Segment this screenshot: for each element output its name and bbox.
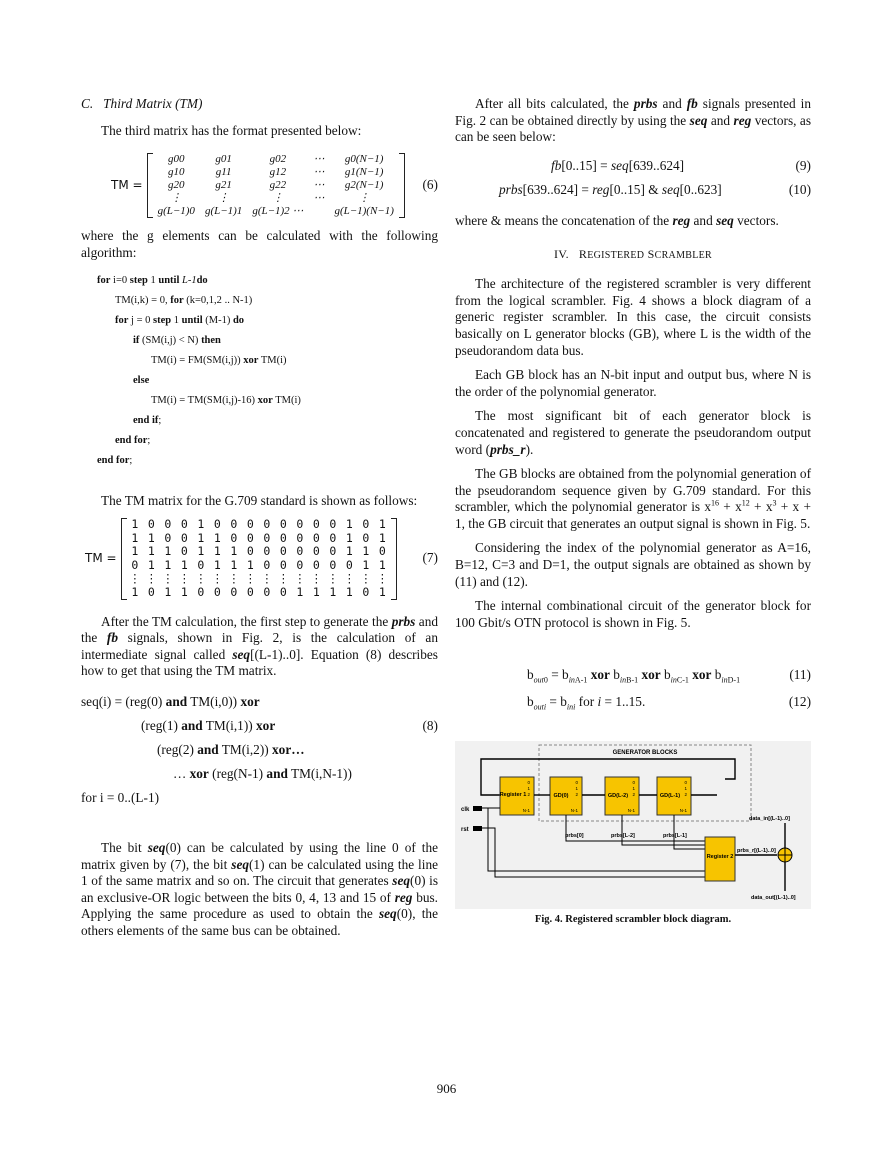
matrix-cell: 1 — [147, 557, 155, 572]
port-label: 2 — [684, 791, 687, 797]
matrix-cell: 1 — [378, 516, 386, 531]
matrix-cell: 0 — [180, 516, 188, 531]
matrix-cell: 0 — [197, 557, 205, 572]
gd0-label: GD(0) — [553, 792, 569, 799]
matrix-cell: g02 — [269, 153, 287, 166]
algorithm-line: else — [133, 375, 150, 387]
right-column — [455, 96, 811, 928]
port-label: 1 — [632, 785, 635, 791]
final-paragraph: The bit seq(0) can be calculated by using the line 0 of the matrix given by (7), the bit seq(1) can be calculated using the line 1 of the same matrix and so on. The circuit that generates seq(0) is an exclusive-OR logic between the bits 0, 4, 13 and 15 of reg bus. Applying the same procedure as used to obtain the seq(0), the others elements of the same bus can be obtained. — [81, 839, 439, 938]
matrix-cell: g10 — [168, 166, 185, 179]
eq8-line-2: (reg(1) and TM(i,1)) xor — [141, 717, 276, 733]
matrix-cell: 1 — [197, 516, 205, 531]
matrix-cell: 1 — [147, 530, 155, 545]
matrix-cell: 1 — [164, 544, 172, 559]
matrix-cell: 0 — [279, 516, 287, 531]
matrix-cell: 1 — [164, 584, 172, 599]
matrix-cell — [308, 205, 329, 218]
matrix-cell: g2(N−1) — [344, 179, 384, 192]
matrix-cell: ⋮ — [195, 571, 207, 586]
port-label: N-1 — [522, 807, 530, 813]
matrix-cell: 1 — [180, 557, 188, 572]
equation-number: (11) — [789, 667, 811, 683]
section-title: C. Third Matrix (TM) — [81, 96, 203, 111]
eq8-line-5: for i = 0..(L-1) — [81, 789, 160, 805]
algorithm-line: end for; — [97, 455, 133, 467]
matrix-cell: 0 — [263, 530, 271, 545]
matrix-cell: 0 — [362, 530, 370, 545]
left-column — [81, 96, 438, 947]
matrix-cell: 0 — [296, 530, 304, 545]
matrix-cell: ⋮ — [145, 571, 158, 586]
matrix-cell: g22 — [269, 179, 287, 192]
matrix-cell: g00 — [168, 153, 185, 166]
matrix-cell: 1 — [345, 530, 353, 545]
port-label: 1 — [527, 785, 530, 791]
right-paragraph-4: Each GB block has an N-bit input and output bus, where N is the order of the polynomial generator. — [455, 367, 811, 399]
register2-label: Register 2 — [706, 853, 734, 860]
matrix-cell: 0 — [147, 516, 155, 531]
gdl1-label: GD(L-1) — [659, 792, 681, 799]
port-label: 2 — [575, 791, 578, 797]
matrix-row — [127, 559, 391, 573]
matrix-cell: ⋮ — [272, 192, 284, 205]
eq11-text: $b_{out0} = b_{inA-1}$ xor $b_{inB-1}$ xor $b_{inC-1}$ xor $b_{inD-1}$ — [527, 667, 741, 686]
equation-number: (12) — [788, 694, 811, 710]
matrix-row — [153, 205, 399, 218]
matrix-row — [153, 179, 399, 192]
equation-number: (8) — [422, 717, 438, 733]
matrix-cell: 0 — [164, 530, 172, 545]
tm-g709-intro: The TM matrix for the G.709 standard is shown as follows: — [101, 493, 418, 509]
matrix-row — [127, 518, 391, 532]
matrix-cell: 0 — [246, 530, 254, 545]
matrix-cell: 0 — [296, 516, 304, 531]
equation-11 — [455, 667, 811, 684]
data-out-label: data_out[(L-1)..0] — [751, 894, 796, 901]
matrix-cell: 1 — [296, 584, 304, 599]
port-label: 2 — [527, 791, 530, 797]
port-label: N-1 — [679, 807, 687, 813]
equation-9 — [455, 158, 811, 175]
algorithm-line: TM(i,k) = 0, for (k=0,1,2 .. N-1) — [115, 295, 253, 307]
matrix-cell: 0 — [197, 584, 205, 599]
matrix-cell: 1 — [180, 584, 188, 599]
clk-label: clk — [461, 806, 470, 813]
matrix-cell: g(L−1)1 — [204, 205, 243, 218]
clk-route — [482, 808, 705, 871]
matrix-cell: 0 — [246, 516, 254, 531]
matrix-cell: 1 — [362, 557, 370, 572]
page-number: 906 — [436, 1081, 457, 1096]
algorithm-line: end if; — [133, 415, 162, 427]
matrix-cell: 1 — [230, 557, 238, 572]
matrix-cell: 0 — [263, 544, 271, 559]
matrix-cell: 1 — [213, 530, 221, 545]
eq8-line-1: seq(i) = (reg(0) and TM(i,0)) xor — [81, 693, 260, 709]
matrix-cell: ⋯ — [313, 153, 325, 166]
matrix-row — [127, 572, 391, 586]
matrix-cell: g21 — [215, 179, 232, 192]
matrix-cell: 0 — [312, 530, 320, 545]
matrix-cell: 0 — [312, 516, 320, 531]
matrix-cell: 0 — [279, 530, 287, 545]
matrix-cell: 1 — [131, 516, 139, 531]
matrix-cell: ⋮ — [360, 571, 372, 586]
prbs-r-label: prbs_r[(L-1)..0] — [737, 847, 776, 854]
matrix-cell: 0 — [296, 544, 304, 559]
matrix-cell: 0 — [296, 557, 304, 572]
port-label: 1 — [684, 785, 687, 791]
matrix-cell: 0 — [329, 557, 337, 572]
right-paragraph-2: where & means the concatenation of the reg and seq vectors. — [455, 212, 779, 228]
matrix-row — [153, 192, 399, 205]
algorithm-line: if (SM(i,j) < N) then — [133, 335, 221, 347]
matrix-cell: 0 — [312, 557, 320, 572]
matrix-cell: 0 — [230, 516, 238, 531]
equation-number: (6) — [422, 177, 438, 193]
matrix-cell: ⋯ — [313, 179, 325, 192]
matrix-cell: 1 — [131, 544, 139, 559]
matrix-cell: 1 — [147, 544, 155, 559]
matrix-cell: 0 — [263, 557, 271, 572]
matrix-cell: 1 — [378, 557, 386, 572]
right-paragraph-1: After all bits calculated, the prbs and fb signals presented in Fig. 2 can be obtained directly by using the seq and reg vectors, as can be seen below: — [455, 96, 811, 145]
matrix-cell: 1 — [131, 584, 139, 599]
matrix-cell: 0 — [180, 530, 188, 545]
matrix-cell: ⋮ — [244, 571, 257, 586]
matrix-cell: ⋮ — [310, 571, 323, 586]
tm-general-matrix — [153, 153, 399, 218]
matrix-cell: g(L−1)(N−1) — [334, 205, 394, 218]
block-diagram — [455, 741, 811, 909]
prbs0-label: prbs[0] — [565, 832, 584, 839]
eq8-line-3: (reg(2) and TM(i,2)) xor… — [157, 741, 305, 757]
matrix-cell: ⋮ — [343, 571, 356, 586]
matrix-cell: 0 — [279, 544, 287, 559]
matrix-cell: 0 — [345, 557, 353, 572]
matrix-cell: 1 — [197, 544, 205, 559]
matrix-cell: ⋮ — [376, 571, 389, 586]
matrix-cell: 0 — [263, 516, 271, 531]
prbsl1-label: prbs[L-1] — [663, 832, 687, 839]
matrix-cell: 0 — [213, 516, 221, 531]
matrix-cell: 0 — [329, 530, 337, 545]
matrix-cell: ⋮ — [358, 192, 370, 205]
matrix-cell: g(L−1)2 ⋯ — [252, 205, 304, 218]
matrix-cell: g01 — [215, 153, 232, 166]
right-paragraph-6: The GB blocks are obtained from the polynomial generation of the pseudorandom sequence given by G.709 standard. For this scrambler, which the polynomial generator is $x^{16} + x^{12} + x^3 + x + 1$, the GB circuit that generates an output signal is shown in Fig. 5. — [455, 466, 811, 531]
matrix-cell: ⋮ — [178, 571, 191, 586]
matrix-cell: 1 — [378, 584, 386, 599]
figure-4 — [455, 741, 811, 909]
right-paragraph-8: The internal combinational circuit of the generator block for 100 Gbit/s OTN protocol is shown in Fig. 5. — [455, 598, 811, 630]
matrix-cell: 1 — [246, 557, 254, 572]
eq8-line-2-row — [81, 714, 438, 738]
matrix-cell: ⋮ — [327, 571, 339, 586]
matrix-row — [153, 166, 399, 179]
algorithm-line: TM(i) = FM(SM(i,j)) xor TM(i) — [151, 355, 287, 367]
matrix-row — [127, 532, 391, 546]
matrix-cell: 0 — [263, 584, 271, 599]
matrix-cell: 0 — [279, 557, 287, 572]
port-label: N-1 — [627, 807, 635, 813]
matrix-cell: 1 — [345, 544, 353, 559]
algorithm-line: end for; — [115, 435, 151, 447]
matrix-cell: ⋮ — [277, 571, 290, 586]
matrix-cell: 0 — [246, 544, 254, 559]
matrix-cell: 0 — [180, 544, 188, 559]
section-heading: IV. REGISTERED SCRAMBLER — [553, 246, 713, 261]
gdl2-label: GD(L-2) — [607, 792, 629, 799]
matrix-cell: ⋮ — [129, 571, 141, 586]
data-in-label: data_in[(L-1)..0] — [749, 815, 790, 822]
matrix-cell: 1 — [131, 530, 139, 545]
equation-number: (10) — [788, 182, 811, 198]
equation-8 — [81, 690, 438, 810]
tm-label: TM = — [85, 551, 117, 566]
port-label: 2 — [632, 791, 635, 797]
right-paragraph-7: Considering the index of the polynomial generator as A=16, B=12, C=3 and D=1, the output signals are obtained as shown by (11) and (12). — [455, 540, 811, 589]
port-label: N-1 — [570, 807, 578, 813]
matrix-cell: g12 — [269, 166, 287, 179]
matrix-cell: 0 — [279, 584, 287, 599]
matrix-cell: 1 — [378, 530, 386, 545]
matrix-cell: g11 — [215, 166, 232, 179]
matrix-cell: g20 — [168, 179, 185, 192]
prbsl2-label: prbs[L-2] — [611, 832, 635, 839]
tm-label: TM = — [111, 178, 143, 193]
matrix-cell: 0 — [362, 516, 370, 531]
matrix-cell: ⋮ — [162, 571, 174, 586]
eq9-text: fb[0..15] = seq[639..624] — [551, 157, 685, 173]
right-paragraph-5: The most significant bit of each generator block is concatenated and registered to generate the pseudorandom output word (prbs_r). — [455, 408, 811, 457]
matrix-cell: 1 — [230, 544, 238, 559]
figure-caption: Fig. 4. Registered scrambler block diagram. — [534, 913, 732, 925]
matrix-cell: 0 — [312, 544, 320, 559]
equation-6 — [81, 153, 438, 218]
matrix-cell: 1 — [345, 584, 353, 599]
equation-12 — [455, 694, 811, 711]
algorithm-line: for i=0 step 1 until L-1do — [97, 275, 208, 287]
algorithm-line: for j = 0 step 1 until (M-1) do — [115, 315, 245, 327]
equation-7 — [81, 518, 438, 600]
matrix-row — [127, 545, 391, 559]
after-tm-paragraph: After the TM calculation, the first step to generate the prbs and the fb signals, shown in Fig. 2, is the calculation of an intermediate signal called seq[(L-1)..0]. Equation (8) describes how to get that using the TM matrix. — [81, 613, 438, 679]
matrix-cell: ⋮ — [228, 571, 240, 586]
port-label: 0 — [575, 779, 578, 785]
matrix-cell: g(L−1)0 — [157, 205, 195, 218]
matrix-cell: 0 — [230, 530, 238, 545]
matrix-cell: ⋮ — [170, 192, 182, 205]
eq10-text: prbs[639..624] = reg[0..15] & seq[0..623] — [499, 182, 722, 198]
matrix-cell: ⋯ — [313, 166, 325, 179]
matrix-row — [153, 153, 399, 166]
prbsl1-line — [674, 815, 705, 849]
matrix-cell: 0 — [329, 516, 337, 531]
algorithm-block — [97, 271, 438, 471]
matrix-cell: 1 — [345, 516, 353, 531]
matrix-cell: g0(N−1) — [344, 153, 384, 166]
matrix-cell: 0 — [131, 557, 139, 572]
register1-label: Register 1 — [499, 791, 527, 798]
port-label: 0 — [684, 779, 687, 785]
rst-label: rst — [461, 826, 469, 833]
port-label: 1 — [575, 785, 578, 791]
matrix-cell: ⋮ — [261, 571, 273, 586]
matrix-cell: 0 — [213, 584, 221, 599]
clk-pin — [473, 806, 482, 811]
intro-paragraph: The third matrix has the format presented below: — [101, 122, 362, 138]
matrix-cell: 1 — [197, 530, 205, 545]
matrix-cell: ⋯ — [313, 192, 325, 205]
matrix-cell: ⋮ — [294, 571, 306, 586]
eq12-text: $b_{outi} = b_{ini}$ for i = 1..15. — [527, 694, 646, 712]
matrix-cell: 0 — [378, 544, 386, 559]
matrix-row — [127, 586, 391, 600]
matrix-cell: 1 — [164, 557, 172, 572]
matrix-cell: 1 — [362, 544, 370, 559]
matrix-cell: 0 — [230, 584, 238, 599]
equation-number: (9) — [795, 157, 811, 173]
matrix-cell: 0 — [362, 584, 370, 599]
generator-blocks-label: GENERATOR BLOCKS — [612, 749, 678, 756]
tm-binary-matrix — [127, 518, 391, 600]
eq8-line-4: … xor (reg(N-1) and TM(i,N-1)) — [173, 765, 352, 781]
rst-pin — [473, 826, 482, 831]
matrix-cell: ⋮ — [211, 571, 224, 586]
matrix-cell: 0 — [329, 544, 337, 559]
matrix-cell: g1(N−1) — [344, 166, 384, 179]
port-label: 0 — [632, 779, 635, 785]
matrix-cell: 1 — [213, 557, 221, 572]
matrix-cell: ⋮ — [218, 192, 230, 205]
algorithm-line: TM(i) = TM(SM(i,j)-16) xor TM(i) — [151, 395, 301, 407]
matrix-cell: 1 — [213, 544, 221, 559]
equation-number: (7) — [422, 550, 438, 566]
equation-10 — [455, 182, 811, 199]
matrix-cell: 0 — [246, 584, 254, 599]
matrix-cell: 1 — [329, 584, 337, 599]
matrix-cell: 1 — [312, 584, 320, 599]
port-label: 0 — [527, 779, 530, 785]
algorithm-intro: where the g elements can be calculated with the following algorithm: — [81, 228, 438, 260]
matrix-cell: 0 — [164, 516, 172, 531]
right-paragraph-3: The architecture of the registered scrambler is very different from the logical scrambler. Fig. 4 shows a block diagram of a generic register scrambler. In this case, the circuit consists basically on L generator blocks (GB), where L is the width of the pseudorandom data bus. — [455, 276, 811, 358]
matrix-cell: 0 — [147, 584, 155, 599]
